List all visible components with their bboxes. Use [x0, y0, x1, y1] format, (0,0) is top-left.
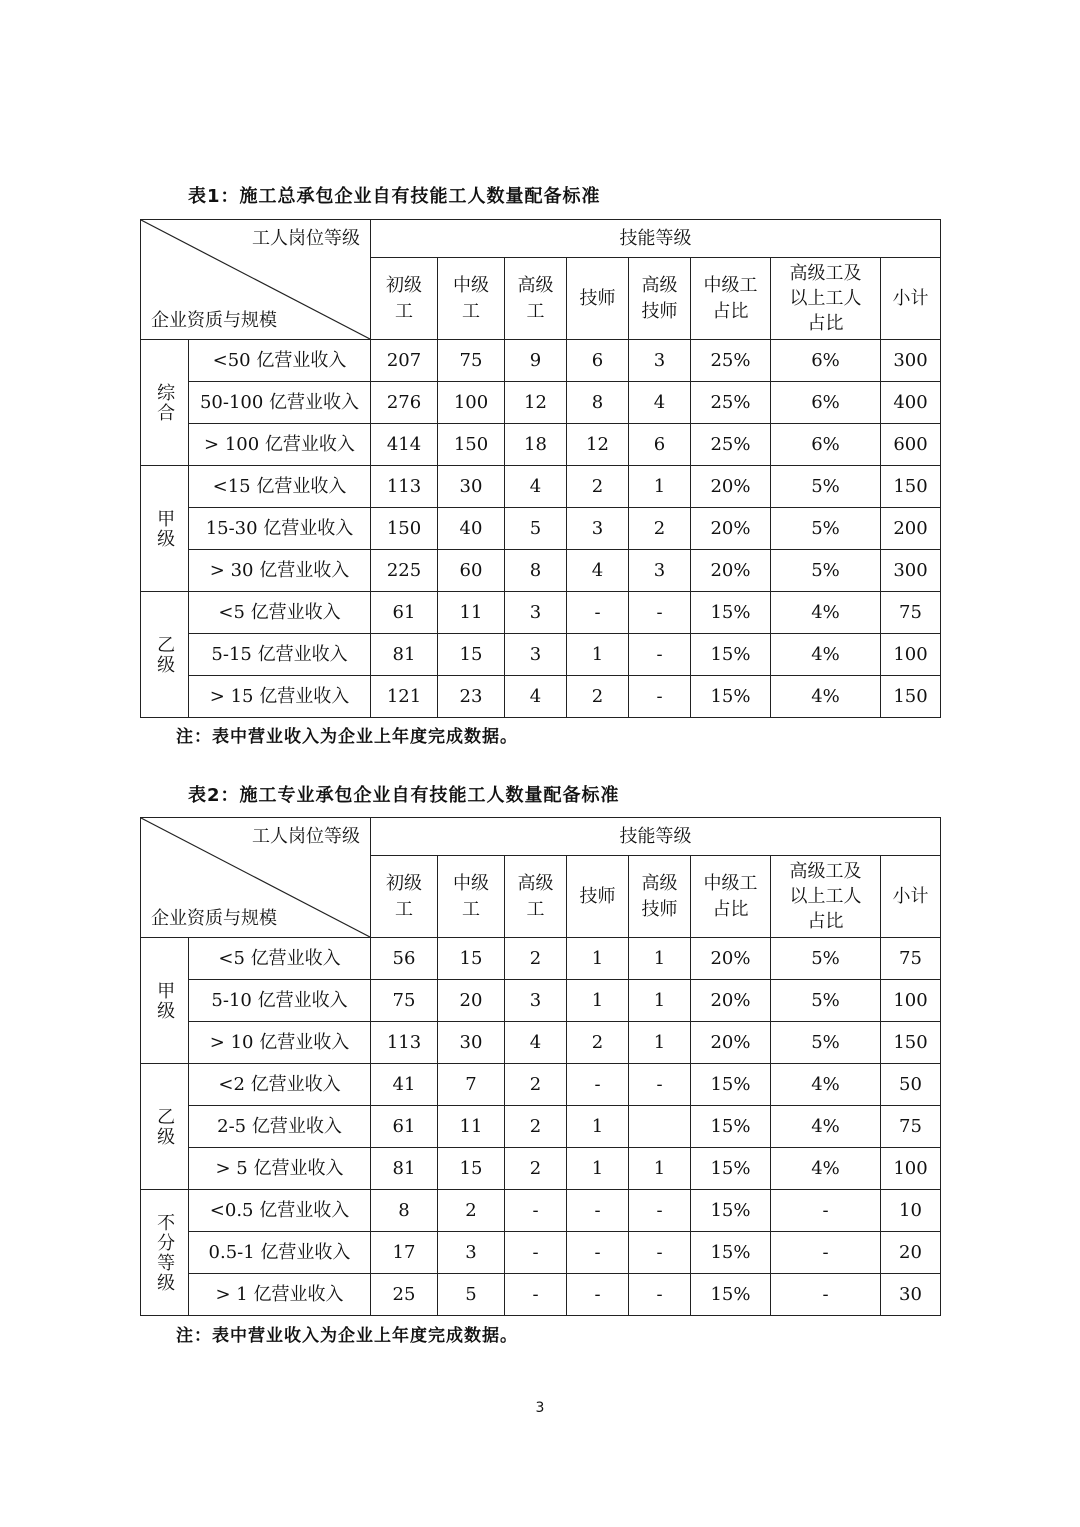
value-cell: 15%	[691, 1232, 771, 1274]
value-cell: 6%	[771, 340, 881, 382]
corner-top-label: 工人岗位等级	[252, 228, 360, 249]
value-cell: -	[629, 1064, 691, 1106]
column-header: 中级工 占比	[691, 258, 771, 340]
value-cell: 25%	[691, 382, 771, 424]
value-cell: -	[629, 1190, 691, 1232]
table-row	[141, 382, 941, 424]
column-header: 技师	[567, 258, 629, 340]
value-cell: 41	[371, 1064, 438, 1106]
value-cell: 276	[371, 382, 438, 424]
value-cell: 1	[629, 1148, 691, 1190]
table2	[140, 817, 941, 1316]
value-cell: 17	[371, 1232, 438, 1274]
value-cell: 60	[438, 550, 505, 592]
revenue-scale-cell: 50-100 亿营业收入	[189, 382, 371, 424]
column-header: 中级 工	[438, 856, 505, 938]
value-cell: 150	[438, 424, 505, 466]
value-cell: 23	[438, 676, 505, 718]
column-header: 小计	[881, 258, 941, 340]
value-cell: 75	[881, 938, 941, 980]
value-cell: -	[567, 1274, 629, 1316]
value-cell: 3	[505, 980, 567, 1022]
value-cell: -	[505, 1274, 567, 1316]
revenue-scale-cell: <15 亿营业收入	[189, 466, 371, 508]
value-cell: 30	[438, 466, 505, 508]
value-cell: 400	[881, 382, 941, 424]
table-row	[141, 1232, 941, 1274]
value-cell: -	[629, 634, 691, 676]
value-cell: 4%	[771, 1148, 881, 1190]
column-header: 高级工及 以上工人 占比	[771, 258, 881, 340]
skill-level-header: 技能等级	[371, 220, 941, 258]
value-cell: 1	[567, 980, 629, 1022]
qualification-label: 甲级	[154, 508, 176, 549]
qualification-group-cell	[141, 1190, 189, 1316]
table2-caption: 表2：施工专业承包企业自有技能工人数量配备标准	[188, 785, 620, 806]
value-cell: 61	[371, 592, 438, 634]
value-cell: 20%	[691, 1022, 771, 1064]
qualification-group-cell	[141, 466, 189, 592]
value-cell: 1	[629, 466, 691, 508]
qualification-label: 综合	[154, 382, 176, 423]
column-header: 小计	[881, 856, 941, 938]
value-cell: 10	[881, 1190, 941, 1232]
table-row	[141, 938, 941, 980]
value-cell: 2	[505, 1148, 567, 1190]
value-cell: 3	[629, 550, 691, 592]
value-cell: 113	[371, 466, 438, 508]
value-cell: 1	[629, 980, 691, 1022]
value-cell: 4	[567, 550, 629, 592]
table-row	[141, 1064, 941, 1106]
page-number: 3	[535, 1400, 545, 1416]
value-cell: 20%	[691, 466, 771, 508]
value-cell: 225	[371, 550, 438, 592]
column-header: 高级工及 以上工人 占比	[771, 856, 881, 938]
value-cell: 15%	[691, 1064, 771, 1106]
value-cell: 75	[438, 340, 505, 382]
column-header: 初级 工	[371, 258, 438, 340]
table-row	[141, 1274, 941, 1316]
value-cell: 15	[438, 938, 505, 980]
value-cell: 11	[438, 1106, 505, 1148]
value-cell: -	[505, 1190, 567, 1232]
value-cell: 5%	[771, 1022, 881, 1064]
value-cell: 75	[371, 980, 438, 1022]
value-cell: 100	[438, 382, 505, 424]
value-cell: 150	[881, 466, 941, 508]
value-cell: 1	[567, 1106, 629, 1148]
revenue-scale-cell: 15-30 亿营业收入	[189, 508, 371, 550]
value-cell: 100	[881, 1148, 941, 1190]
value-cell: 15%	[691, 676, 771, 718]
value-cell: 15%	[691, 592, 771, 634]
value-cell: 3	[567, 508, 629, 550]
value-cell: -	[567, 592, 629, 634]
table2-note: 注：表中营业收入为企业上年度完成数据。	[176, 1326, 518, 1346]
table-row	[141, 1190, 941, 1232]
value-cell: 15%	[691, 1148, 771, 1190]
value-cell: 30	[438, 1022, 505, 1064]
column-header: 中级 工	[438, 258, 505, 340]
value-cell: 150	[371, 508, 438, 550]
revenue-scale-cell: 5-15 亿营业收入	[189, 634, 371, 676]
value-cell: 121	[371, 676, 438, 718]
table1	[140, 219, 941, 718]
value-cell: 150	[881, 676, 941, 718]
revenue-scale-cell: <5 亿营业收入	[189, 938, 371, 980]
value-cell: 61	[371, 1106, 438, 1148]
value-cell: -	[629, 676, 691, 718]
value-cell: 1	[629, 938, 691, 980]
table-row	[141, 592, 941, 634]
revenue-scale-cell: > 10 亿营业收入	[189, 1022, 371, 1064]
value-cell: 3	[505, 634, 567, 676]
value-cell: 25	[371, 1274, 438, 1316]
value-cell: -	[567, 1064, 629, 1106]
value-cell: 4	[629, 382, 691, 424]
qualification-group-cell	[141, 340, 189, 466]
qualification-label: 甲级	[154, 980, 176, 1021]
value-cell: 5%	[771, 466, 881, 508]
column-header: 中级工 占比	[691, 856, 771, 938]
value-cell: 414	[371, 424, 438, 466]
value-cell: 8	[505, 550, 567, 592]
value-cell: 81	[371, 634, 438, 676]
value-cell: -	[771, 1232, 881, 1274]
value-cell: 5%	[771, 508, 881, 550]
value-cell: -	[629, 1232, 691, 1274]
table-row	[141, 634, 941, 676]
value-cell: 20	[881, 1232, 941, 1274]
value-cell: 40	[438, 508, 505, 550]
value-cell: -	[505, 1232, 567, 1274]
value-cell: -	[567, 1232, 629, 1274]
value-cell: 2	[505, 1064, 567, 1106]
column-header: 高级 工	[505, 258, 567, 340]
revenue-scale-cell: <50 亿营业收入	[189, 340, 371, 382]
value-cell: 6%	[771, 382, 881, 424]
table-row	[141, 676, 941, 718]
value-cell: 15%	[691, 1106, 771, 1148]
value-cell: -	[629, 592, 691, 634]
value-cell: 25%	[691, 424, 771, 466]
skill-level-header: 技能等级	[371, 818, 941, 856]
column-header: 高级 技师	[629, 258, 691, 340]
value-cell: 3	[629, 340, 691, 382]
value-cell: 207	[371, 340, 438, 382]
value-cell: 1	[567, 634, 629, 676]
value-cell: 20	[438, 980, 505, 1022]
value-cell: 2	[567, 466, 629, 508]
value-cell: 2	[505, 938, 567, 980]
corner-header-cell	[141, 220, 371, 340]
value-cell: 15%	[691, 1274, 771, 1316]
value-cell: 200	[881, 508, 941, 550]
revenue-scale-cell: > 1 亿营业收入	[189, 1274, 371, 1316]
corner-top-label: 工人岗位等级	[252, 826, 360, 847]
value-cell: 300	[881, 550, 941, 592]
qualification-group-cell	[141, 1064, 189, 1190]
table-row	[141, 1022, 941, 1064]
value-cell: 25%	[691, 340, 771, 382]
value-cell: 8	[567, 382, 629, 424]
value-cell: 30	[881, 1274, 941, 1316]
qualification-label: 乙级	[154, 634, 176, 675]
qualification-group-cell	[141, 592, 189, 718]
revenue-scale-cell: > 5 亿营业收入	[189, 1148, 371, 1190]
table-row	[141, 424, 941, 466]
value-cell: 15%	[691, 634, 771, 676]
value-cell: 20%	[691, 508, 771, 550]
value-cell: -	[567, 1190, 629, 1232]
value-cell: 5	[438, 1274, 505, 1316]
value-cell: 113	[371, 1022, 438, 1064]
value-cell: 4	[505, 676, 567, 718]
table1-note: 注：表中营业收入为企业上年度完成数据。	[176, 727, 518, 747]
value-cell: 15	[438, 634, 505, 676]
table-row	[141, 340, 941, 382]
value-cell: 100	[881, 634, 941, 676]
table-row	[141, 466, 941, 508]
revenue-scale-cell: > 30 亿营业收入	[189, 550, 371, 592]
value-cell: 2	[567, 1022, 629, 1064]
value-cell: 4%	[771, 676, 881, 718]
value-cell: 150	[881, 1022, 941, 1064]
value-cell: 4	[505, 466, 567, 508]
value-cell: 20%	[691, 938, 771, 980]
value-cell: 1	[567, 938, 629, 980]
table-row	[141, 550, 941, 592]
corner-bottom-label: 企业资质与规模	[151, 907, 277, 929]
value-cell: -	[771, 1274, 881, 1316]
value-cell: 2	[438, 1190, 505, 1232]
value-cell: 3	[505, 592, 567, 634]
column-header: 高级 工	[505, 856, 567, 938]
corner-header-cell	[141, 818, 371, 938]
revenue-scale-cell: <0.5 亿营业收入	[189, 1190, 371, 1232]
value-cell: 300	[881, 340, 941, 382]
value-cell: 2	[629, 508, 691, 550]
value-cell: 20%	[691, 980, 771, 1022]
revenue-scale-cell: <2 亿营业收入	[189, 1064, 371, 1106]
value-cell: 8	[371, 1190, 438, 1232]
value-cell: 3	[438, 1232, 505, 1274]
value-cell: 6	[567, 340, 629, 382]
value-cell: 18	[505, 424, 567, 466]
revenue-scale-cell: 2-5 亿营业收入	[189, 1106, 371, 1148]
value-cell: 81	[371, 1148, 438, 1190]
value-cell: 75	[881, 1106, 941, 1148]
value-cell: 9	[505, 340, 567, 382]
value-cell: 4%	[771, 1106, 881, 1148]
value-cell: 56	[371, 938, 438, 980]
revenue-scale-cell: > 100 亿营业收入	[189, 424, 371, 466]
column-header: 技师	[567, 856, 629, 938]
value-cell: 6%	[771, 424, 881, 466]
value-cell: 12	[505, 382, 567, 424]
value-cell: 6	[629, 424, 691, 466]
value-cell: 2	[505, 1106, 567, 1148]
value-cell: 12	[567, 424, 629, 466]
value-cell: 4%	[771, 634, 881, 676]
value-cell: 50	[881, 1064, 941, 1106]
value-cell: 7	[438, 1064, 505, 1106]
value-cell: 11	[438, 592, 505, 634]
value-cell: 75	[881, 592, 941, 634]
table1-caption: 表1：施工总承包企业自有技能工人数量配备标准	[188, 186, 601, 207]
value-cell: 5%	[771, 938, 881, 980]
value-cell: 600	[881, 424, 941, 466]
value-cell: 1	[629, 1022, 691, 1064]
revenue-scale-cell: <5 亿营业收入	[189, 592, 371, 634]
value-cell: 5	[505, 508, 567, 550]
qualification-label: 不分等级	[154, 1212, 176, 1293]
revenue-scale-cell: > 15 亿营业收入	[189, 676, 371, 718]
value-cell: 5%	[771, 980, 881, 1022]
header-row	[141, 220, 941, 258]
table-row	[141, 1148, 941, 1190]
corner-bottom-label: 企业资质与规模	[151, 309, 277, 331]
value-cell: 4	[505, 1022, 567, 1064]
revenue-scale-cell: 5-10 亿营业收入	[189, 980, 371, 1022]
value-cell: 15%	[691, 1190, 771, 1232]
value-cell: 20%	[691, 550, 771, 592]
value-cell: 4%	[771, 592, 881, 634]
value-cell: -	[629, 1274, 691, 1316]
table-row	[141, 1106, 941, 1148]
header-row	[141, 818, 941, 856]
value-cell: 15	[438, 1148, 505, 1190]
table-row	[141, 508, 941, 550]
column-header: 高级 技师	[629, 856, 691, 938]
value-cell	[629, 1106, 691, 1148]
column-header: 初级 工	[371, 856, 438, 938]
value-cell: 1	[567, 1148, 629, 1190]
revenue-scale-cell: 0.5-1 亿营业收入	[189, 1232, 371, 1274]
value-cell: 4%	[771, 1064, 881, 1106]
value-cell: 5%	[771, 550, 881, 592]
value-cell: 2	[567, 676, 629, 718]
value-cell: 100	[881, 980, 941, 1022]
qualification-label: 乙级	[154, 1106, 176, 1147]
qualification-group-cell	[141, 938, 189, 1064]
value-cell: -	[771, 1190, 881, 1232]
table-row	[141, 980, 941, 1022]
